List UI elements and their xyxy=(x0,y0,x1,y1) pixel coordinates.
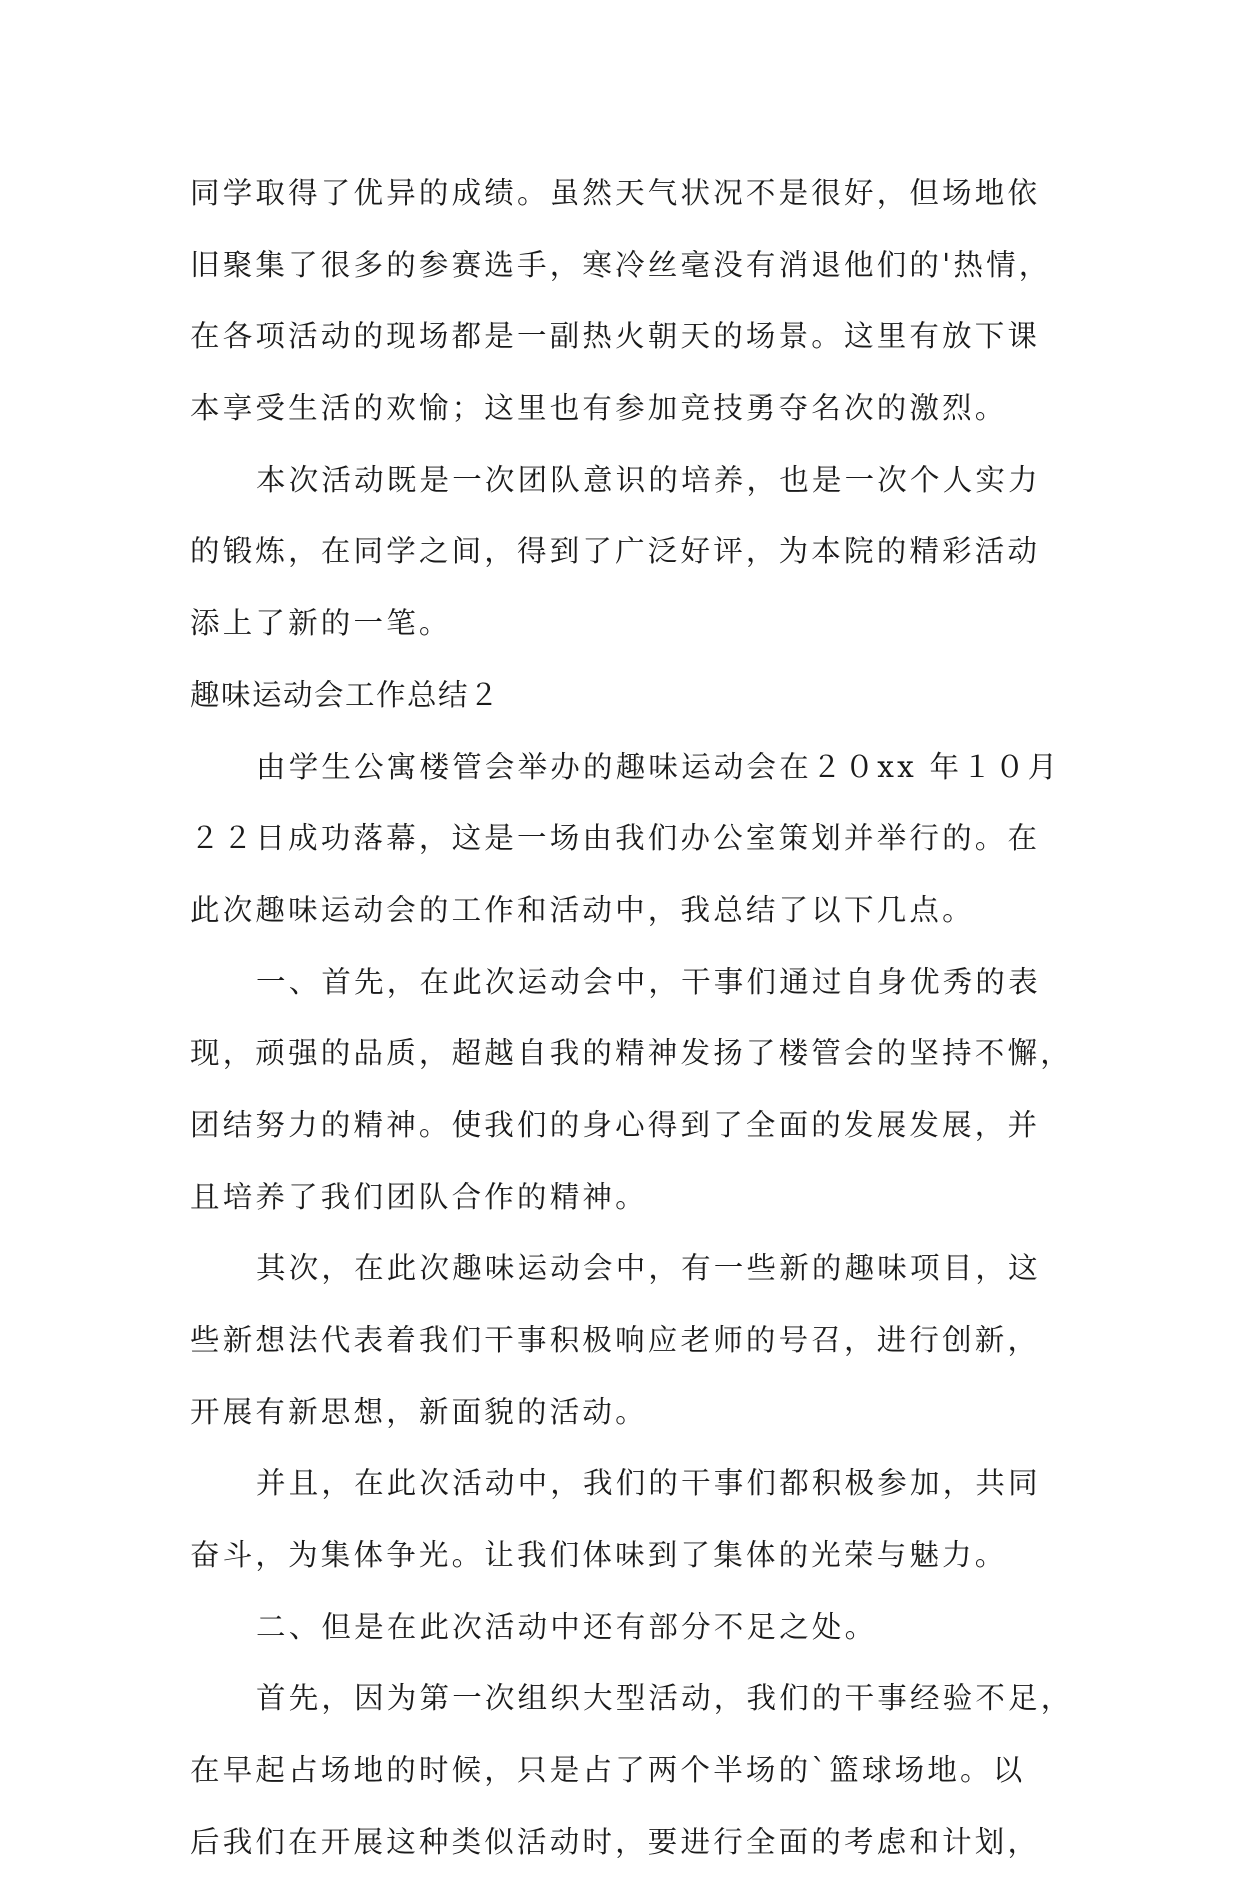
text-line: ２２日成功落幕，这是一场由我们办公室策划并举行的。在 xyxy=(190,821,1041,856)
text-line: 其次，在此次趣味运动会中，有一些新的趣味项目，这 xyxy=(256,1251,1041,1286)
text-line: 同学取得了优异的成绩。虽然天气状况不是很好，但场地依 xyxy=(190,176,1041,210)
text-line: 的锻炼，在同学之间，得到了广泛好评，为本院的精彩活动 xyxy=(190,534,1041,569)
text-line: 二、但是在此次活动中还有部分不足之处。 xyxy=(256,1609,878,1644)
text-line: 首先，因为第一次组织大型活动，我们的干事经验不足， xyxy=(256,1681,1074,1716)
text-line: 旧聚集了很多的参赛选手，寒冷丝毫没有消退他们的'热情， xyxy=(190,247,1052,282)
text-line: 现，顽强的品质，超越自我的精神发扬了楼管会的坚持不懈， xyxy=(190,1036,1073,1071)
section-heading: 趣味运动会工作总结２ xyxy=(190,677,501,712)
text-line: 开展有新思想，新面貌的活动。 xyxy=(190,1394,648,1429)
text-line: 些新想法代表着我们干事积极响应老师的号召，进行创新， xyxy=(190,1323,1041,1357)
text-line: 后我们在开展这种类似活动时，要进行全面的考虑和计划， xyxy=(190,1824,1041,1859)
text-line: 由学生公寓楼管会举办的趣味运动会在２０xx 年１０月 xyxy=(256,749,1061,784)
text-line: 并且，在此次活动中，我们的干事们都积极参加，共同 xyxy=(256,1466,1041,1501)
text-line: 添上了新的一笔。 xyxy=(190,606,452,641)
text-line: 一、首先，在此次运动会中，干事们通过自身优秀的表 xyxy=(256,964,1041,999)
text-line: 本享受生活的欢愉；这里也有参加竞技勇夺名次的激烈。 xyxy=(190,391,1008,426)
text-line: 奋斗，为集体争光。让我们体味到了集体的光荣与魅力。 xyxy=(190,1538,1008,1573)
text-line: 本次活动既是一次团队意识的培养，也是一次个人实力 xyxy=(256,462,1041,497)
text-line: 团结努力的精神。使我们的身心得到了全面的发展发展，并 xyxy=(190,1107,1041,1142)
document-body xyxy=(190,158,1074,1879)
text-line: 且培养了我们团队合作的精神。 xyxy=(190,1179,648,1214)
text-line: 在各项活动的现场都是一副热火朝天的场景。这里有放下课 xyxy=(190,319,1041,354)
text-line: 在早起占场地的时候，只是占了两个半场的`篮球场地。以 xyxy=(190,1753,1026,1788)
text-line: 此次趣味运动会的工作和活动中，我总结了以下几点。 xyxy=(190,892,975,927)
